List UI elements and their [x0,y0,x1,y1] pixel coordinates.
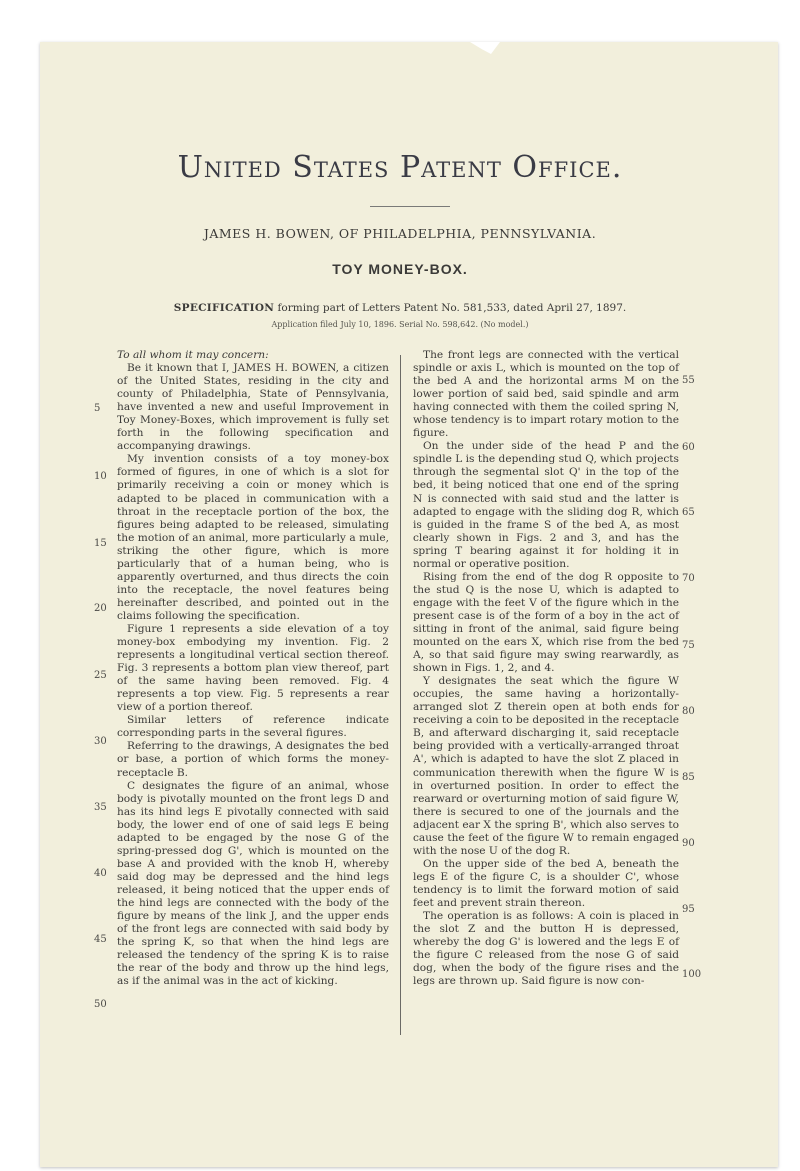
line-number: 60 [682,442,695,453]
line-number: 25 [94,670,107,681]
spec-label: SPECIFICATION [173,302,275,314]
line-number: 90 [682,838,695,849]
paragraph: Similar letters of reference indicate corresponding parts in the several figures. [117,714,389,740]
line-number: 40 [94,868,107,879]
paragraph: Be it known that I, JAMES H. BOWEN, a citizen of the United States, residing in the city and county of Philadelphia, State of Pennsylvania, have invented a new and useful Improvement in Toy Money-Boxes, which improvement is fully set forth in the following specification and accompanying drawings. [117,362,389,453]
paragraph: Figure 1 represents a side elevation of a toy money-box embodying my invention. Fig. 2 represents a longitudinal vertical section thereof. Fig. 3 represents a bottom plan view thereof, part of the same having been removed. Fig. 4 represents a top view. Fig. 5 represents a rear view of a portion thereof. [117,622,389,714]
line-number: 50 [94,999,107,1010]
application-line: Application filed July 10, 1896. Serial No. 598,642. (No model.) [271,320,529,329]
line-number: 95 [682,904,695,915]
line-number: 15 [94,538,107,549]
line-number: 75 [682,640,695,651]
line-number: 55 [682,375,695,386]
line-number: 5 [94,403,101,414]
paragraph: Rising from the end of the dog R opposite to the stud Q is the nose U, which is adapted to engage with the feet V of the figure which in the present case is of the form of a boy in the act of sitting in front of the animal, said figure being mounted on the ears X, which rise from the bed A, so that said figure may swing rearwardly, as shown in Figs. 1, 2, and 4. [413,570,679,675]
line-number: 100 [682,969,702,980]
title-rule [370,206,450,207]
specification-line [0,302,800,314]
line-number: 70 [682,573,695,584]
column-divider [400,355,401,1035]
line-number: 65 [682,507,695,518]
line-number: 20 [94,603,107,614]
line-number: 10 [94,471,107,482]
patent-subject: TOY MONEY-BOX. [332,261,468,277]
left-text-column [117,349,389,988]
salutation: To all whom it may concern: [117,349,269,361]
office-title: United States Patent Office. [177,150,623,185]
line-number: 45 [94,934,107,945]
spec-text: forming part of Letters Patent No. 581,533, dated April 27, 1897. [277,302,627,314]
paragraph: My invention consists of a toy money-box formed of figures, in one of which is a slot for primarily receiving a coin or money which is adapted to be placed in communication with a throat in the receptacle portion of the box, the figures being adapted to be released, simulating the motion of an animal, more particularly a mule, striking the other figure, which is more particularly that of a human being, who is apparently overturned, and thus directs the coin into the receptacle, the novel features being hereinafter described, and pointed out in the claims following the specification. [117,453,389,622]
paragraph: C designates the figure of an animal, whose body is pivotally mounted on the front legs D and has its hind legs E pivotally connected with said body, the lower end of one of said legs E being adapted to be engaged by the nose G of the spring-pressed dog G', which is mounted on the base A and provided with the knob H, whereby said dog may be depressed and the hind legs released, it being noticed that the upper ends of the hind legs are connected with the body of the figure by means of the link J, and the upper ends of the front legs are connected with said body by the spring K, so that when the hind legs are released the tendency of the spring K is to raise the rear of the body and throw up the hind legs, as if the animal was in the act of kicking. [117,779,389,988]
paragraph: Referring to the drawings, A designates the bed or base, a portion of which forms the money-receptacle B. [117,740,389,779]
right-text-column [413,349,679,988]
line-number: 35 [94,802,107,813]
paragraph: The front legs are connected with the vertical spindle or axis L, which is mounted on the top of the bed A and the horizontal arms M on the lower portion of said bed, said spindle and arm having connected with them the coiled spring N, whose tendency is to impart rotary motion to the figure. [413,349,679,440]
line-number: 85 [682,772,695,783]
inventor-line: JAMES H. BOWEN, OF PHILADELPHIA, PENNSYLVANIA. [203,226,597,241]
line-number: 30 [94,736,107,747]
paragraph: Y designates the seat which the figure W occupies, the same having a horizontally-arranged slot Z therein open at both ends for receiving a coin to be deposited in the receptacle B, and afterward discharging it, said receptacle being provided with a vertically-arranged throat A', which is adapted to have the slot Z placed in communication therewith when the figure W is in overturned position. In order to effect the rearward or overturning motion of said figure W, there is secured to one of the journals and the adjacent ear X the spring B', which also serves to cause the feet of the figure W to remain engaged with the nose U of the dog R. [413,675,679,857]
paragraph: The operation is as follows: A coin is placed in the slot Z and the button H is depressed, whereby the dog G' is lowered and the legs E of the figure C released from the nose G of said dog, when the body of the figure rises and the legs are thrown up. Said figure is now con- [413,910,679,988]
paragraph: On the under side of the head P and the spindle L is the depending stud Q, which projects through the segmental slot Q' in the top of the bed, it being noticed that one end of the spring N is connected with said stud and the latter is adapted to engage with the sliding dog R, which is guided in the frame S of the bed A, as most clearly shown in Figs. 2 and 3, and has the spring T bearing against it for holding it in normal or operative position. [413,440,679,570]
line-number: 80 [682,706,695,717]
paragraph: On the upper side of the bed A, beneath the legs E of the figure C, is a shoulder C', whose tendency is to limit the forward motion of said feet and prevent strain thereon. [413,857,679,909]
